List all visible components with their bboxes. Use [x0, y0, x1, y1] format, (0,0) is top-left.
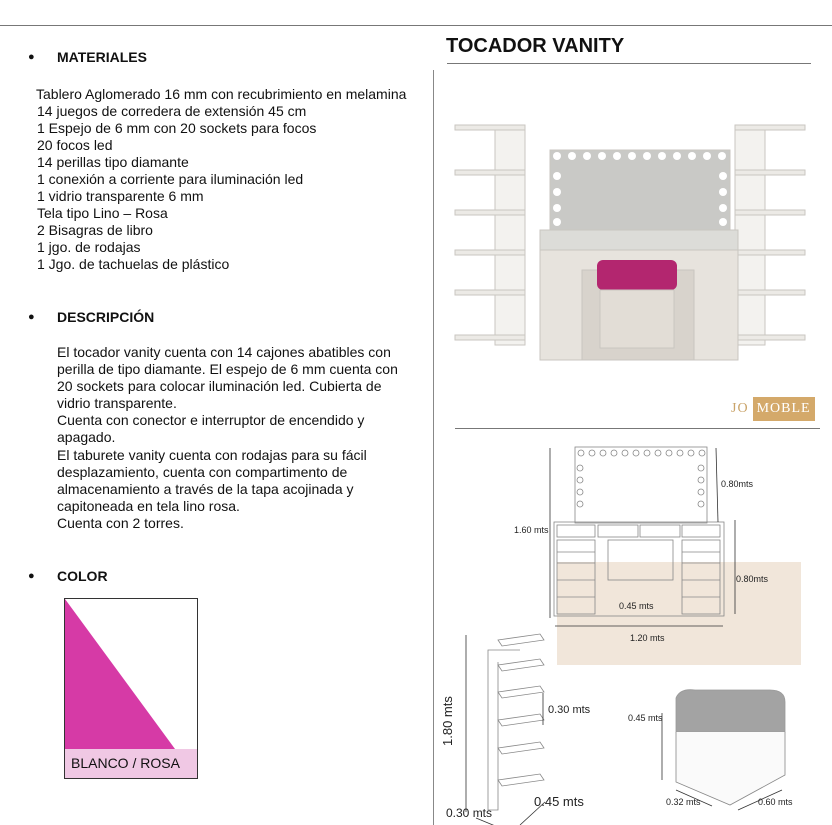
materiales-item: 1 jgo. de rodajas: [37, 239, 141, 255]
shelf: [735, 125, 805, 130]
materiales-item: 1 Espejo de 6 mm con 20 sockets para focos: [37, 120, 317, 136]
materiales-item: 1 conexión a corriente para iluminación led: [37, 171, 304, 187]
materiales-item: 1 Jgo. de tachuelas de plástico: [37, 256, 230, 272]
dim-tower-height: 1.80 mts: [440, 696, 455, 746]
desc-paragraph: El taburete vanity cuenta con rodajas para su fácil desplazamiento, cuenta con compartimento de almacenamiento a través de la tapa acojinada y capitoneada en tela lino rosa.: [57, 446, 367, 514]
bulb: [622, 450, 628, 456]
title-rule: [447, 63, 811, 64]
bulb: [677, 450, 683, 456]
dim-stool-depth: 0.32 mts: [666, 797, 701, 807]
materiales-heading: MATERIALES: [57, 49, 147, 65]
bulb: [688, 450, 694, 456]
color-label: BLANCO / ROSA: [65, 749, 197, 778]
bullet-icon: ●: [28, 311, 35, 323]
shelf: [455, 210, 525, 215]
desc-paragraph: Cuenta con 2 torres.: [57, 514, 184, 531]
bulb: [666, 450, 672, 456]
bulb: [633, 450, 639, 456]
desc-paragraph: El tocador vanity cuenta con 14 cajones abatibles con perilla de tipo diamante. El espejo de 6 mm cuenta con 20 sockets para colocar iluminación led. Cubierta de vidrio transparente.: [57, 344, 398, 412]
shelf: [455, 250, 525, 255]
bulb: [600, 450, 606, 456]
shelf: [455, 125, 525, 130]
color-heading: COLOR: [57, 568, 108, 584]
shelf: [735, 210, 805, 215]
tower-shelf: [498, 714, 544, 726]
bullet-icon: ●: [28, 51, 35, 63]
bullet-icon: ●: [28, 570, 35, 582]
descripcion-text: [57, 344, 417, 532]
dim-shelf-spacing: 0.30 mts: [548, 704, 591, 716]
dim-stool-height: 0.45 mts: [628, 713, 663, 723]
bulb: [577, 501, 583, 507]
materiales-item: 14 perillas tipo diamante: [37, 154, 189, 170]
bulb: [611, 450, 617, 456]
logo-moble: MOBLE: [753, 397, 815, 421]
dim-tower-width: 0.30 mts: [446, 806, 493, 820]
materiales-item: 1 vidrio transparente 6 mm: [37, 188, 204, 204]
materiales-item: 2 Bisagras de libro: [37, 222, 153, 238]
dim-tower-depth: 0.45 mts: [534, 794, 584, 809]
shelf: [455, 335, 525, 340]
logo-jo: JO: [731, 401, 749, 416]
brand-logo: [731, 397, 815, 421]
descripcion-heading: DESCRIPCIÓN: [57, 309, 155, 325]
bulb: [589, 450, 595, 456]
shelf: [735, 290, 805, 295]
top-rule: [0, 25, 832, 26]
materiales-item: 20 focos led: [37, 137, 113, 153]
shelf: [455, 290, 525, 295]
bulb: [644, 450, 650, 456]
product-photo: [450, 120, 820, 370]
bulb: [699, 450, 705, 456]
column-divider: [433, 70, 434, 825]
color-swatch: [64, 598, 198, 779]
bulb: [698, 489, 704, 495]
dim-stool-width: 0.60 mts: [758, 797, 793, 807]
shelf: [735, 335, 805, 340]
dim-desk-width: 1.20 mts: [630, 633, 665, 643]
bulb: [698, 501, 704, 507]
materiales-item: 14 juegos de corredera de extensión 45 cm: [37, 103, 307, 119]
bulb: [577, 489, 583, 495]
bulb: [577, 477, 583, 483]
dim-desk-depth: 0.45 mts: [619, 601, 654, 611]
shelf: [735, 170, 805, 175]
bulb: [578, 450, 584, 456]
materiales-item: Tela tipo Lino – Rosa: [37, 205, 168, 221]
dim-mirror-height: 0.80mts: [721, 479, 754, 489]
section-rule: [455, 428, 820, 429]
tower-shelf: [498, 686, 544, 698]
desc-paragraph: Cuenta con conector e interruptor de encendido y apagado.: [57, 412, 365, 446]
tower-shelf: [498, 634, 544, 646]
page-title: TOCADOR VANITY: [446, 35, 625, 57]
bulb: [655, 450, 661, 456]
tower-shelf: [498, 742, 544, 754]
shelf: [735, 250, 805, 255]
dim-total-height: 1.60 mts: [514, 525, 549, 535]
bulb: [698, 465, 704, 471]
materiales-item: Tablero Aglomerado 16 mm con recubrimiento en melamina: [36, 86, 407, 102]
shelf: [455, 170, 525, 175]
dim-desk-height: 0.80mts: [736, 574, 769, 584]
bulb: [577, 465, 583, 471]
tower-shelf: [498, 774, 544, 786]
bulb: [698, 477, 704, 483]
tower-shelf: [498, 659, 544, 671]
